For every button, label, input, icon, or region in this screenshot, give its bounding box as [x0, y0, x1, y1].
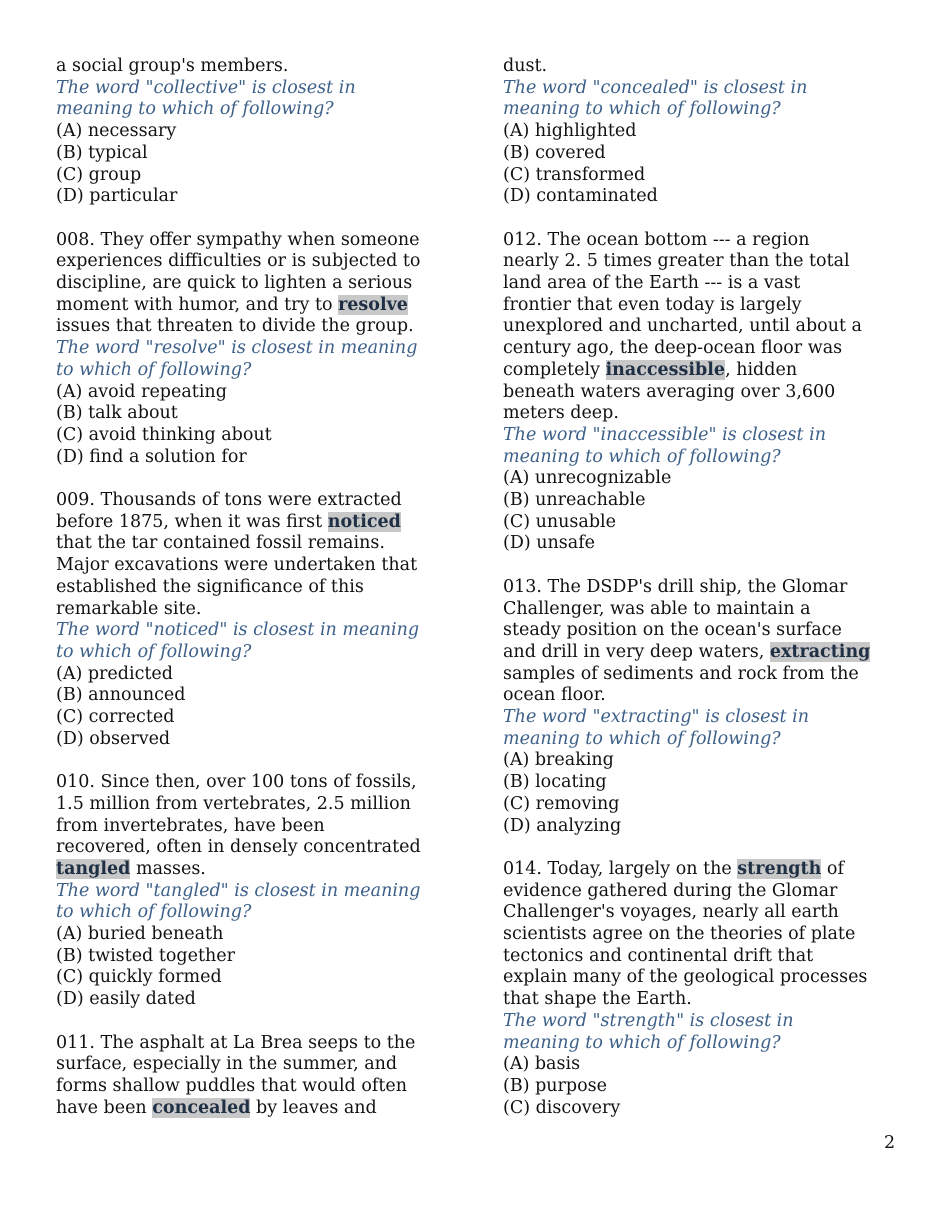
answer-option: (B) talk about [56, 403, 178, 424]
answer-option: (C) discovery [503, 1097, 621, 1118]
question-line: The word "resolve" is closest in meaning [56, 338, 418, 359]
question-line: meaning to which of following? [503, 99, 781, 120]
passage-line [56, 295, 456, 317]
answer-option: (D) analyzing [503, 815, 622, 836]
highlighted-word: inaccessible [605, 359, 726, 380]
question-line: The word "concealed" is closest in [503, 77, 808, 98]
right-column [503, 56, 903, 1119]
passage-line: scientists agree on the theories of plate [503, 924, 856, 945]
answer-option: (B) unreachable [503, 490, 646, 511]
passage-line: issues that threaten to divide the group. [56, 316, 414, 337]
answer-option: (B) locating [503, 772, 607, 793]
passage-line: experiences difficulties or is subjected to [56, 251, 421, 272]
question-line: The word "tangled" is closest in meaning [56, 880, 421, 901]
passage-line: remarkable site. [56, 598, 202, 619]
answer-option: (A) avoid repeating [56, 381, 227, 402]
passage-line [503, 642, 903, 664]
passage-line: Challenger, was able to maintain a [503, 598, 811, 619]
left-column [56, 56, 456, 1119]
answer-option: (D) contaminated [503, 186, 658, 207]
answer-option: (B) covered [503, 142, 606, 163]
passage-line: 013. The DSDP's drill ship, the Glomar [503, 576, 848, 597]
question-line: to which of following? [56, 359, 252, 380]
answer-option: (A) basis [503, 1054, 581, 1075]
passage-line: 1.5 million from vertebrates, 2.5 million [56, 793, 411, 814]
passage-line: frontier that even today is largely [503, 294, 802, 315]
question-line: meaning to which of following? [56, 99, 334, 120]
passage-line: surface, especially in the summer, and [56, 1054, 398, 1075]
highlighted-word: strength [737, 858, 822, 879]
passage-line: 008. They offer sympathy when someone [56, 229, 420, 250]
passage-line: evidence gathered during the Glomar [503, 880, 838, 901]
text-segment: and drill in very deep waters, [503, 641, 770, 662]
answer-option: (D) easily dated [56, 989, 196, 1010]
passage-line: unexplored and uncharted, until about a [503, 316, 862, 337]
paragraph-gap [503, 837, 903, 859]
question-line: meaning to which of following? [503, 728, 781, 749]
answer-option: (D) find a solution for [56, 446, 247, 467]
text-segment: masses. [130, 858, 206, 879]
answer-option: (C) transformed [503, 164, 646, 185]
answer-option: (D) particular [56, 186, 178, 207]
question-line: meaning to which of following? [503, 446, 781, 467]
passage-line: beneath waters averaging over 3,600 [503, 381, 836, 402]
highlighted-word: tangled [56, 858, 131, 879]
passage-line [56, 1098, 456, 1120]
passage-line: ocean floor. [503, 685, 606, 706]
text-segment: 014. Today, largely on the [503, 858, 738, 879]
passage-line: established the significance of this [56, 576, 364, 597]
question-line: to which of following? [56, 902, 252, 923]
question-line: The word "strength" is closest in [503, 1010, 794, 1031]
passage-line: dust. [503, 56, 548, 76]
highlighted-word: resolve [338, 294, 408, 315]
paragraph-gap [56, 208, 456, 230]
text-segment: of [821, 858, 844, 879]
passage-line: Challenger's voyages, nearly all earth [503, 902, 839, 923]
passage-line: nearly 2. 5 times greater than the total [503, 251, 850, 272]
passage-line: forms shallow puddles that would often [56, 1075, 407, 1096]
passage-line [56, 859, 456, 881]
answer-option: (C) quickly formed [56, 967, 222, 988]
question-line: The word "noticed" is closest in meaning [56, 620, 420, 641]
answer-option: (C) corrected [56, 707, 175, 728]
passage-line: steady position on the ocean's surface [503, 620, 842, 641]
passage-line: that the tar contained fossil remains. [56, 533, 385, 554]
passage-line: tectonics and continental drift that [503, 945, 814, 966]
highlighted-word: concealed [152, 1097, 251, 1118]
paragraph-gap [56, 750, 456, 772]
paragraph-gap [503, 555, 903, 577]
passage-line: 011. The asphalt at La Brea seeps to the [56, 1032, 416, 1053]
question-line: The word "collective" is closest in [56, 77, 356, 98]
answer-option: (B) announced [56, 685, 186, 706]
passage-line: 010. Since then, over 100 tons of fossils, [56, 772, 417, 793]
answer-option: (B) typical [56, 142, 148, 163]
text-segment: before 1875, when it was first [56, 511, 328, 532]
question-line: meaning to which of following? [503, 1032, 781, 1053]
answer-option: (C) unusable [503, 511, 616, 532]
answer-option: (A) breaking [503, 750, 614, 771]
paragraph-gap [503, 208, 903, 230]
passage-line: Major excavations were undertaken that [56, 555, 418, 576]
paragraph-gap [56, 1011, 456, 1033]
answer-option: (C) removing [503, 793, 620, 814]
text-segment: by leaves and [250, 1097, 377, 1118]
answer-option: (A) highlighted [503, 121, 637, 142]
passage-line: 009. Thousands of tons were extracted [56, 490, 402, 511]
question-line: The word "extracting" is closest in [503, 707, 809, 728]
passage-line: from invertebrates, have been [56, 815, 325, 836]
question-line: to which of following? [56, 641, 252, 662]
paragraph-gap [56, 468, 456, 490]
answer-option: (B) purpose [503, 1076, 607, 1096]
question-line: The word "inaccessible" is closest in [503, 424, 826, 445]
answer-option: (B) twisted together [56, 945, 235, 966]
page-number: 2 [884, 1133, 896, 1153]
highlighted-word: extracting [769, 641, 871, 662]
text-segment: , hidden [725, 359, 798, 380]
answer-option: (D) unsafe [503, 533, 596, 554]
highlighted-word: noticed [327, 511, 401, 532]
answer-option: (A) unrecognizable [503, 468, 672, 489]
answer-option: (C) group [56, 164, 142, 185]
passage-line: 012. The ocean bottom --- a region [503, 229, 810, 250]
passage-line: recovered, often in densely concentrated [56, 837, 421, 858]
passage-line: discipline, are quick to lighten a serious [56, 273, 413, 294]
text-segment: completely [503, 359, 606, 380]
answer-option: (C) avoid thinking about [56, 424, 272, 445]
passage-line: meters deep. [503, 403, 619, 424]
answer-option: (D) observed [56, 728, 171, 749]
text-segment: have been [56, 1097, 153, 1118]
passage-line: samples of sediments and rock from the [503, 663, 859, 684]
passage-line: a social group's members. [56, 56, 289, 76]
passage-line [56, 512, 456, 534]
passage-line: that shape the Earth. [503, 989, 692, 1010]
passage-line: century ago, the deep-ocean floor was [503, 338, 843, 359]
answer-option: (A) buried beneath [56, 924, 224, 945]
passage-line: explain many of the geological processes [503, 967, 868, 988]
text-segment: moment with humor, and try to [56, 294, 339, 315]
passage-line [503, 360, 903, 382]
answer-option: (A) predicted [56, 663, 173, 684]
passage-line [503, 859, 903, 881]
answer-option: (A) necessary [56, 121, 177, 142]
passage-line: land area of the Earth --- is a vast [503, 273, 801, 294]
